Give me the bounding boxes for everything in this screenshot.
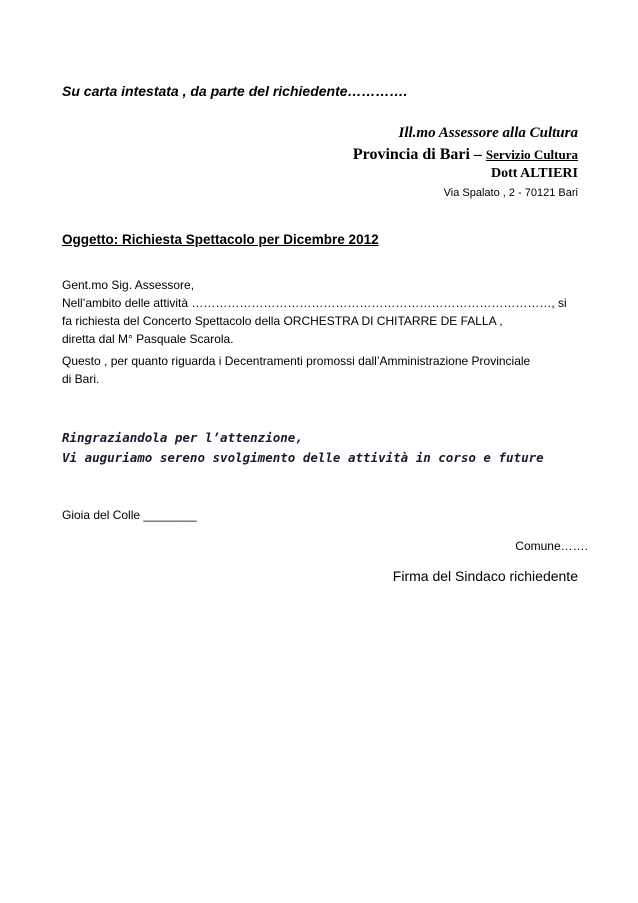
- signature-label: Firma del Sindaco richiedente: [392, 568, 578, 584]
- body-paragraph-2: [62, 352, 582, 388]
- body-line: Nell’ambito delle attività ………………………………………………………………………………, si: [62, 296, 567, 310]
- body-line: di Bari.: [62, 372, 100, 386]
- recipient-name: Dott ALTIERI: [490, 166, 578, 181]
- body-line: fa richiesta del Concerto Spettacolo della ORCHESTRA DI CHITARRE DE FALLA ,: [62, 314, 503, 328]
- recipient-title: Ill.mo Assessore alla Cultura: [398, 125, 578, 141]
- recipient-separator: –: [469, 146, 486, 163]
- letter-subject: Oggetto: Richiesta Spettacolo per Dicembre 2012: [62, 232, 379, 247]
- closing-line: Ringraziandola per l’attenzione,: [62, 430, 303, 445]
- letterhead-note: Su carta intestata , da parte del richiedente………….: [62, 83, 408, 99]
- closing-line: Vi auguriamo sereno svolgimento delle attività in corso e future: [62, 450, 544, 465]
- body-line: Questo , per quanto riguarda i Decentramenti promossi dall’Amministrazione Provinciale: [62, 354, 531, 368]
- recipient-organization: Provincia di Bari: [352, 146, 470, 163]
- place-date: Gioia del Colle ________: [62, 508, 197, 522]
- greeting: Gent.mo Sig. Assessore,: [62, 278, 195, 292]
- recipient-service: Servizio Cultura: [485, 147, 578, 162]
- comune-field: Comune…….: [515, 539, 588, 553]
- recipient-organization-line: [353, 146, 578, 164]
- body-paragraph-1: [62, 276, 582, 348]
- recipient-address: Via Spalato , 2 - 70121 Bari: [443, 187, 578, 199]
- body-line: diretta dal M° Pasquale Scarola.: [62, 332, 234, 346]
- closing-remarks: [62, 428, 544, 468]
